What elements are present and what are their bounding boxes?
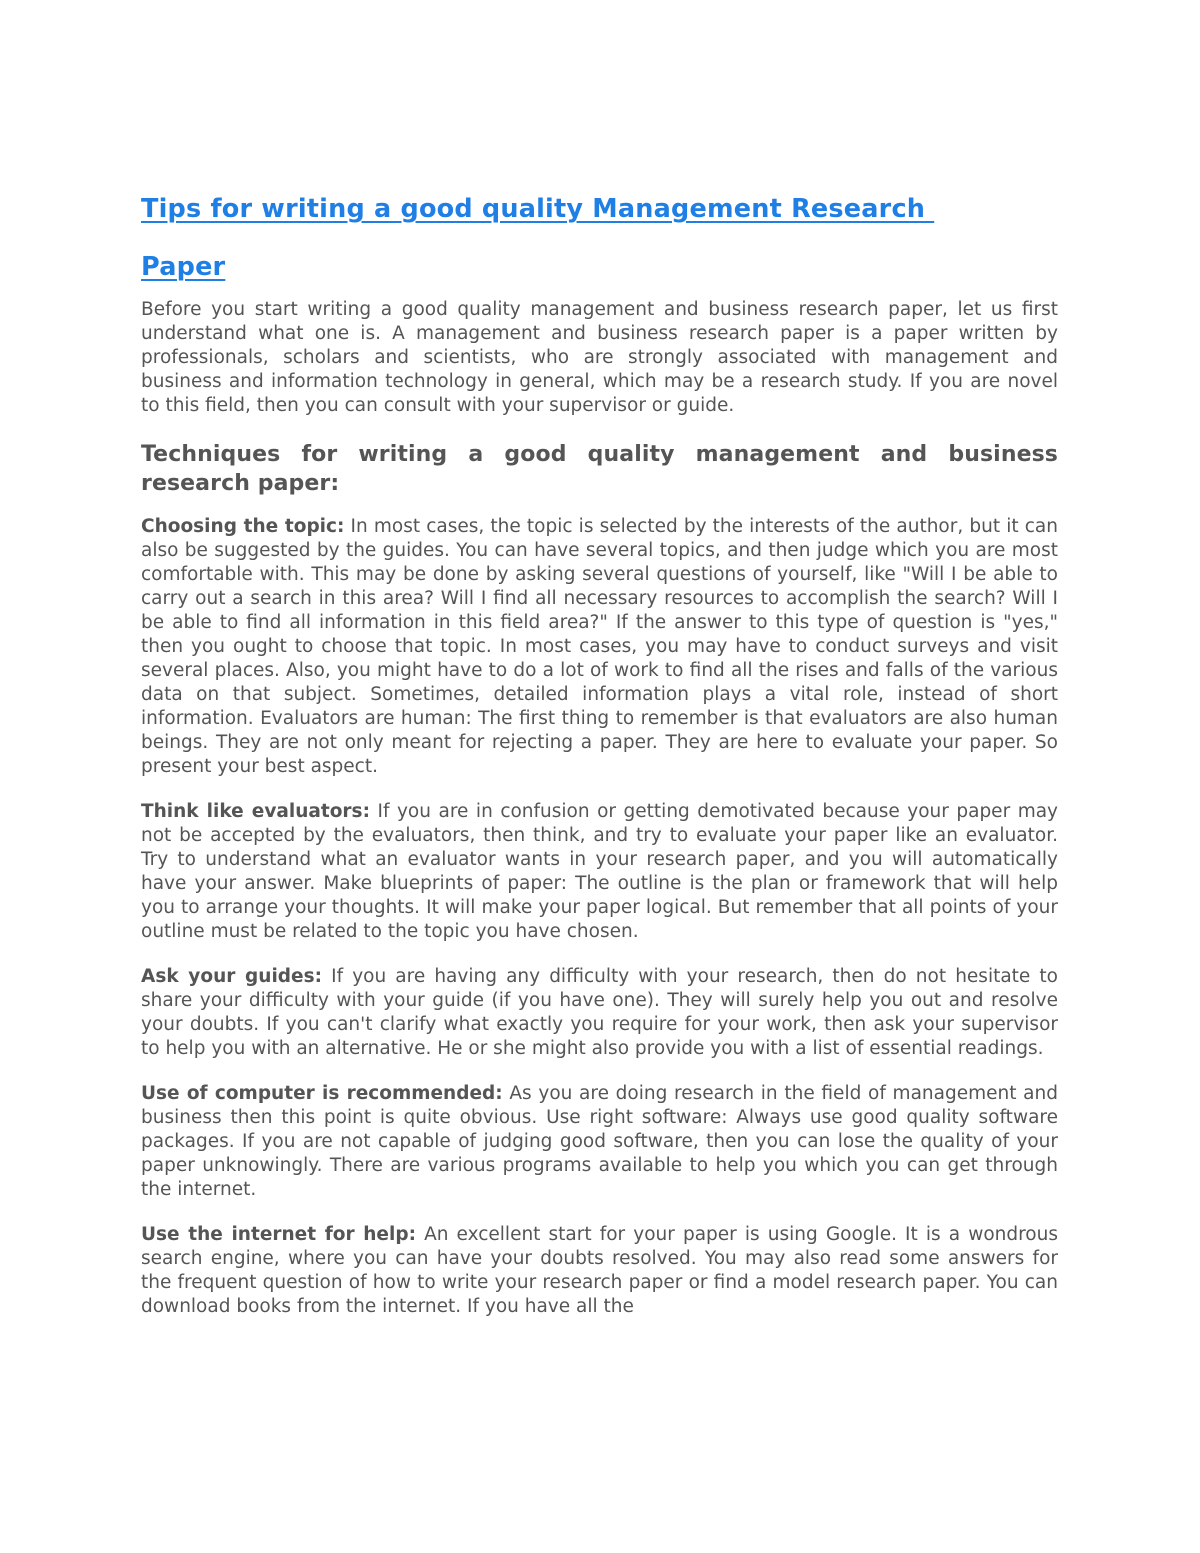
tip-think-like-evaluators — [141, 800, 1058, 944]
tip-text: An excellent start for your paper is using Google. It is a wondrous search engine, where you can have your doubts resolved. You may also read some answers for the frequent question of how to write your research paper or find a model research paper. You can download books from the internet. If you have all the — [141, 1224, 1058, 1317]
techniques-heading: Techniques for writing a good quality management and business research paper: — [141, 442, 1058, 496]
title-link-line-2[interactable]: Paper — [141, 252, 226, 282]
tip-use-internet — [141, 1223, 1058, 1319]
tip-text: If you are having any difficulty with your research, then do not hesitate to share your difficulty with your guide (if you have one). They will surely help you out and resolve your doubts. If you can't clarify what exactly you require for your work, then ask your supervisor to help you with an alternative. He or she might also provide you with a list of essential readings. — [141, 966, 1059, 1059]
tip-text: In most cases, the topic is selected by the interests of the author, but it can also be suggested by the guides. You can have several topics, and then judge which you are most comfortable with. This may be done by asking several questions of yourself, like "Will I be able to carry out a search in this area? Will I find all necessary resources to accomplish the search? Will I be able to find all information in this field area?" If the answer to this type of question is "yes," then you ought to choose that topic. In most cases, you may have to conduct surveys and visit several places. Also, you might have to do a lot of work to find all the rises and falls of the various data on that subject. Sometimes, detailed information plays a vital role, instead of short information. Evaluators are human: The first thing to remember is that evaluators are also human beings. They are not only meant for rejecting a paper. They are here to evaluate your paper. So present your best aspect. — [141, 516, 1058, 777]
document-title — [141, 180, 1058, 296]
tip-label: Use the internet for help: — [141, 1224, 416, 1245]
title-link-line-1[interactable]: Tips for writing a good quality Management Research — [141, 194, 935, 224]
tip-label: Use of computer is recommended: — [141, 1083, 503, 1104]
tip-choosing-topic — [141, 515, 1058, 779]
tip-label: Choosing the topic: — [141, 516, 345, 537]
tip-label: Ask your guides: — [141, 966, 322, 987]
tip-text: If you are in confusion or getting demotivated because your paper may not be accepted by the evaluators, then think, and try to evaluate your paper like an evaluator. Try to understand what an evaluator wants in your research paper, and you will automatically have your answer. Make blueprints of paper: The outline is the plan or framework that will help you to arrange your thoughts. It will make your paper logical. But remember that all points of your outline must be related to the topic you have chosen. — [141, 801, 1058, 942]
tip-text: As you are doing research in the field of management and business then this point is quite obvious. Use right software: Always use good quality software packages. If you are not capable of judging good software, then you can lose the quality of your paper unknowingly. There are various programs available to help you which you can get through the internet. — [141, 1083, 1058, 1200]
tip-label: Think like evaluators: — [141, 801, 370, 822]
tip-use-computer — [141, 1082, 1058, 1202]
document-page — [141, 180, 1058, 1319]
tip-ask-guides — [141, 965, 1058, 1061]
intro-paragraph: Before you start writing a good quality management and business research paper, let us first understand what one is. A management and business research paper is a paper written by professionals, scholars and scientists, who are strongly associated with management and business and information technology in general, which may be a research study. If you are novel to this field, then you can consult with your supervisor or guide. — [141, 299, 1058, 416]
